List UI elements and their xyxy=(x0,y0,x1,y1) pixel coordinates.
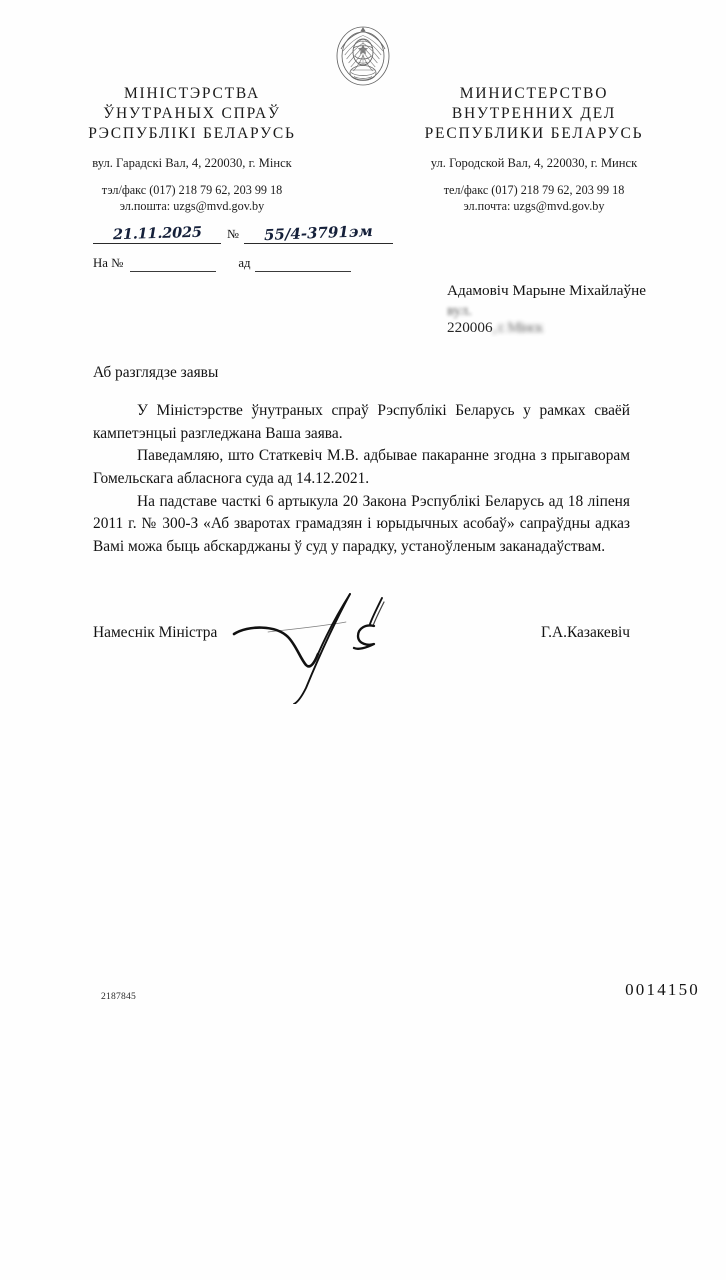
reference-number-label: № xyxy=(227,227,239,241)
executor-number: 2187845 xyxy=(101,991,136,1002)
addressee-postal-code: 220006 xyxy=(447,318,493,336)
signature-row xyxy=(93,624,630,642)
ministry-address-be: вул. Гарадскі Вал, 4, 220030, г. Мінск xyxy=(92,156,292,171)
addressee-block xyxy=(447,281,717,337)
ministry-address-ru: ул. Городской Вал, 4, 220030, г. Минск xyxy=(430,156,638,171)
reference-incoming-date-field xyxy=(255,259,351,272)
addressee-name: Адамовіч Марыне Міхайлаўне xyxy=(447,282,646,299)
letterhead xyxy=(0,84,726,214)
handwritten-signature-icon xyxy=(232,592,422,704)
letterhead-belarusian xyxy=(58,84,326,214)
reference-incoming-field xyxy=(130,259,216,272)
ministry-email-be: эл.пошта: uzgs@mvd.gov.by xyxy=(119,198,265,213)
ministry-phone-be: тэл/факс (017) 218 79 62, 203 99 18 xyxy=(101,182,283,197)
signatory-position: Намеснік Міністра xyxy=(93,624,218,641)
subject-line: Аб разглядзе заявы xyxy=(93,364,219,381)
reference-date-value: 21.11.2025 xyxy=(112,223,202,244)
ministry-title-ru: МИНИСТЕРСТВО ВНУТРЕННИХ ДЕЛ РЕСПУБЛИКИ БЕЛАРУСЬ xyxy=(424,85,644,143)
form-number: 0014150 xyxy=(625,980,700,999)
ministry-email-ru: эл.почта: uzgs@mvd.gov.by xyxy=(463,198,605,213)
reference-block xyxy=(93,218,393,272)
reference-incoming-date-label: ад xyxy=(238,256,251,270)
addressee-street-redacted: вул. xyxy=(447,301,472,318)
belarus-coat-of-arms-icon xyxy=(332,18,394,88)
reference-incoming-label: На № xyxy=(93,256,124,270)
emblem-container xyxy=(0,18,726,88)
ministry-title-be: МІНІСТЭРСТВА ЎНУТРАНЫХ СПРАЎ РЭСПУБЛІКІ БЕЛАРУСЬ xyxy=(88,85,296,143)
ministry-phone-ru: тел/факс (017) 218 79 62, 203 99 18 xyxy=(443,182,625,197)
reference-outgoing-row xyxy=(93,218,393,244)
addressee-city-line xyxy=(447,318,717,337)
reference-date-field xyxy=(93,225,221,244)
reference-number-field xyxy=(244,221,393,245)
signatory-name: Г.А.Казакевіч xyxy=(541,624,630,641)
letterhead-russian xyxy=(400,84,668,214)
body-paragraph-1: У Міністэрстве ўнутраных спраў Рэспублікі Беларусь у рамках сваёй кампетэнцыі разгледжана Ваша заява. xyxy=(93,402,630,442)
body-paragraph-3: На падставе часткі 6 артыкула 20 Закона Рэспублікі Беларусь ад 18 ліпеня 2011 г. № 300-З «Аб зваротах грамадзян і юрыдычных асобаў» сапраўдны адказ Вамі можа быць абскарджаны ў суд у парадку, устаноўленым заканадаўствам. xyxy=(93,492,630,555)
reference-incoming-row xyxy=(93,248,393,272)
addressee-city-redacted: , г. Мінск xyxy=(492,318,543,336)
body-paragraph-2: Паведамляю, што Статкевіч М.В. адбывае пакаранне згодна з прыгаворам Гомельскага абласнога суда ад 14.12.2021. xyxy=(93,447,630,487)
letter-body xyxy=(93,400,630,558)
reference-number-value: 55/4-3791эм xyxy=(263,221,374,245)
